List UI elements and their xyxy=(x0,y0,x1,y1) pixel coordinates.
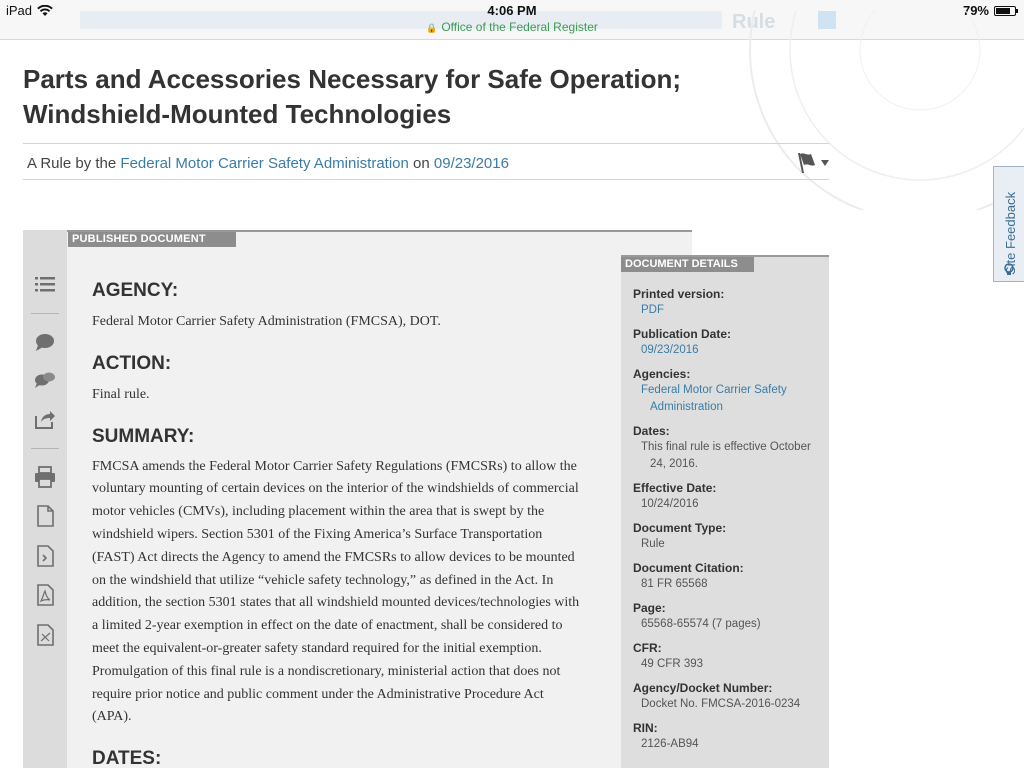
detail-agencies xyxy=(633,367,823,416)
ghost-rule-label: Rule xyxy=(732,11,776,33)
document-content xyxy=(92,280,580,768)
document-alt-icon[interactable] xyxy=(33,623,57,647)
detail-cfr xyxy=(633,641,823,673)
agencies-line-2: Administration xyxy=(650,401,723,413)
agency-text: Federal Motor Carrier Safety Administration (FMCSA), DOT. xyxy=(92,314,441,329)
detail-label: Agency/Docket Number: xyxy=(633,681,773,695)
detail-label: Page: xyxy=(633,601,666,615)
publication-date-link[interactable]: 09/23/2016 xyxy=(641,344,699,356)
title-line-1: Parts and Accessories Necessary for Safe Operation; xyxy=(23,64,681,94)
agency-heading: AGENCY: xyxy=(92,280,179,301)
detail-printed-version xyxy=(633,287,823,319)
detail-dates xyxy=(633,424,823,473)
share-icon[interactable] xyxy=(33,407,57,431)
comments-icon[interactable] xyxy=(33,369,57,393)
status-bar xyxy=(0,0,1024,40)
site-feedback-tab[interactable] xyxy=(993,166,1024,282)
dates-line-2: 24, 2016. xyxy=(650,458,698,470)
agency-link[interactable]: Federal Motor Carrier Safety Administration xyxy=(120,155,409,172)
battery-percent: 79% xyxy=(962,3,989,18)
device-name: iPad xyxy=(6,3,33,18)
page-value: 65568-65574 (7 pages) xyxy=(641,618,761,630)
sidebar-divider xyxy=(31,448,59,449)
table-of-contents-icon[interactable] xyxy=(33,272,57,296)
byline-on: on xyxy=(413,155,430,172)
summary-text: FMCSA amends the Federal Motor Carrier Safety Regulations (FMCSRs) to allow the voluntary mounting of certain devices on the interior of the windshields of commercial motor vehicles (CMVs), including placement within the area that is swept by the windshield wipers. Section 5301 of the Fixing America’s Surface Transportation (FAST) Act directs the Agency to amend the FMCSRs to allow devices to be mounted on the windshield that utilize “vehicle safety technology,” as defined in the Act. In addition, the section 5301 states that all windshield mounted devices/technologies with a limited 2-year exemption in effect on the date of enactment, shall be considered to meet the equivalent-or-greater safety standard required for the initial exemption. Promulgation of this final rule is a nondiscretionary, ministerial action that does not require prior notice and public comment under the Administrative Procedure Act (APA). xyxy=(92,458,580,725)
published-document-tab: PUBLISHED DOCUMENT xyxy=(68,232,236,247)
detail-label: Document Citation: xyxy=(633,561,744,575)
site-title: Office of the Federal Register xyxy=(441,20,598,34)
flag-icon xyxy=(795,151,819,175)
caret-down-icon xyxy=(821,160,829,166)
clock: 4:06 PM xyxy=(487,3,537,18)
lock-icon: 🔒 xyxy=(426,23,438,33)
detail-label: Document Type: xyxy=(633,521,727,535)
sidebar-divider xyxy=(31,313,59,314)
cfr-value: 49 CFR 393 xyxy=(641,658,704,670)
detail-label: Printed version: xyxy=(633,287,725,301)
summary-heading: SUMMARY: xyxy=(92,425,195,447)
action-heading: ACTION: xyxy=(92,352,172,374)
page-title xyxy=(23,62,743,132)
document-details-tab: DOCUMENT DETAILS xyxy=(621,257,754,272)
dates-line-1: This final rule is effective October xyxy=(641,441,811,453)
detail-label: CFR: xyxy=(633,641,662,655)
detail-label: Publication Date: xyxy=(633,327,732,341)
print-icon[interactable] xyxy=(33,465,57,489)
dates-heading: DATES: xyxy=(92,748,162,768)
detail-effective-date xyxy=(633,481,823,513)
flag-button[interactable] xyxy=(795,151,829,175)
document-type-value: Rule xyxy=(641,538,665,550)
date-link[interactable]: 09/23/2016 xyxy=(433,155,509,172)
document-code-icon[interactable] xyxy=(33,544,57,568)
detail-label: Effective Date: xyxy=(633,481,717,495)
detail-rin xyxy=(633,721,823,753)
detail-docket xyxy=(633,681,823,713)
document-details-list xyxy=(633,287,823,761)
battery-icon xyxy=(994,6,1016,16)
detail-label: Agencies: xyxy=(633,367,691,381)
action-text: Final rule. xyxy=(92,386,150,402)
battery-fill xyxy=(996,8,1010,14)
detail-publication-date xyxy=(633,327,823,359)
rin-value: 2126-AB94 xyxy=(641,738,699,750)
document-citation-value: 81 FR 65568 xyxy=(641,578,708,590)
detail-document-type xyxy=(633,521,823,553)
detail-label: Dates: xyxy=(633,424,670,438)
byline xyxy=(23,143,829,180)
agencies-link[interactable] xyxy=(633,382,823,416)
pdf-icon[interactable] xyxy=(33,583,57,607)
comment-icon[interactable] xyxy=(33,330,57,354)
detail-document-citation xyxy=(633,561,823,593)
address-bar[interactable] xyxy=(0,20,1024,34)
byline-prefix: A Rule by the xyxy=(27,155,117,172)
title-line-2: Windshield-Mounted Technologies xyxy=(23,99,452,129)
docket-value: Docket No. FMCSA-2016-0234 xyxy=(641,698,801,710)
agencies-line-1: Federal Motor Carrier Safety xyxy=(641,384,787,396)
document-icon[interactable] xyxy=(33,504,57,528)
dates-value xyxy=(633,439,823,473)
status-right xyxy=(963,3,1016,18)
site-feedback-label: Site Feedback xyxy=(1003,191,1018,275)
detail-label: RIN: xyxy=(633,721,658,735)
detail-page xyxy=(633,601,823,633)
pdf-link[interactable]: PDF xyxy=(641,304,664,316)
effective-date-value: 10/24/2016 xyxy=(641,498,699,510)
document-tools-sidebar xyxy=(23,230,67,768)
